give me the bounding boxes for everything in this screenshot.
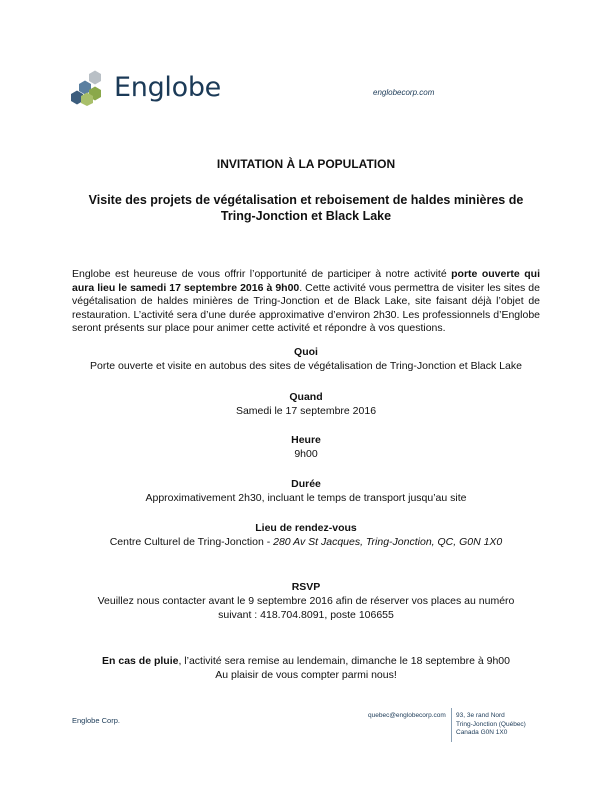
intro-text-1: Englobe est heureuse de vous offrir l’opportunité de participer à notre activité [72,268,452,280]
quoi-section [60,345,552,373]
page-subtitle: Visite des projets de végétalisation et reboisement de haldes minières de Tring-Jonction et Black Lake [88,193,524,223]
lieu-heading: Lieu de rendez-vous [255,522,357,534]
quand-heading: Quand [289,391,323,403]
footer-email-link[interactable]: quebec@englobecorp.com [368,712,446,719]
quoi-heading: Quoi [294,346,318,358]
duree-section [60,477,552,505]
lieu-section [60,521,552,549]
quoi-text: Porte ouverte et visite en autobus des sites de végétalisation de Tring-Jonction et Black Lake [90,360,522,372]
quand-text: Samedi le 17 septembre 2016 [235,405,377,417]
intro-text-2: . Cette activité vous permettra de visiter les sites de végétalisation de haldes minières de Tring-Jonction et de Black Lake, site faisant déjà l’objet de restauration. L’activité sera d’une durée approximative d’environ 2h30. Les professionnels d’Englobe seront présents sur place pour animer cette activité et répondre à vos questions. [72,281,540,334]
heure-heading: Heure [291,434,321,446]
closing-line2: Au plaisir de vous compter parmi nous! [215,669,397,681]
footer-divider [451,708,452,742]
website-link[interactable]: englobecorp.com [373,88,435,97]
closing-bold: En cas de pluie [102,655,179,667]
lieu-address: 280 Av St Jacques, Tring-Jonction, QC, G0N 1X0 [273,536,503,548]
closing-section [60,654,552,682]
rsvp-section [60,580,552,622]
closing-line1 [60,654,552,668]
intro-paragraph [72,268,540,336]
lieu-text [60,535,552,549]
heure-section [60,433,552,461]
footer-address-line2: Tring-Jonction (Québec) [456,720,526,728]
page-title: INVITATION À LA POPULATION [216,157,396,171]
duree-text: Approximativement 2h30, incluant le temps de transport jusqu’au site [145,492,467,504]
footer-address-line3: Canada G0N 1X0 [456,729,508,736]
lieu-place: Centre Culturel de Tring-Jonction - [109,536,274,548]
footer-company: Englobe Corp. [72,716,120,725]
englobe-logo [70,70,221,106]
intro-bold: porte ouverte qui aura lieu le samedi 17 septembre 2016 à 9h00 [72,268,540,294]
footer-address [456,712,526,738]
rsvp-line2: suivant : 418.704.8091, poste 106655 [218,609,394,621]
heure-text: 9h00 [294,448,318,460]
footer-address-line1: 93, 3e rand Nord [456,712,505,719]
logo-wordmark: Englobe [114,72,221,103]
rsvp-line1: Veuillez nous contacter avant le 9 septembre 2016 afin de réserver vos places au numéro [97,595,515,607]
rsvp-heading: RSVP [291,581,321,593]
hexagon-cubes-icon [70,70,108,106]
closing-rest: , l’activité sera remise au lendemain, dimanche le 18 septembre à 9h00 [178,655,510,667]
duree-heading: Durée [291,478,321,490]
quand-section [60,390,552,418]
